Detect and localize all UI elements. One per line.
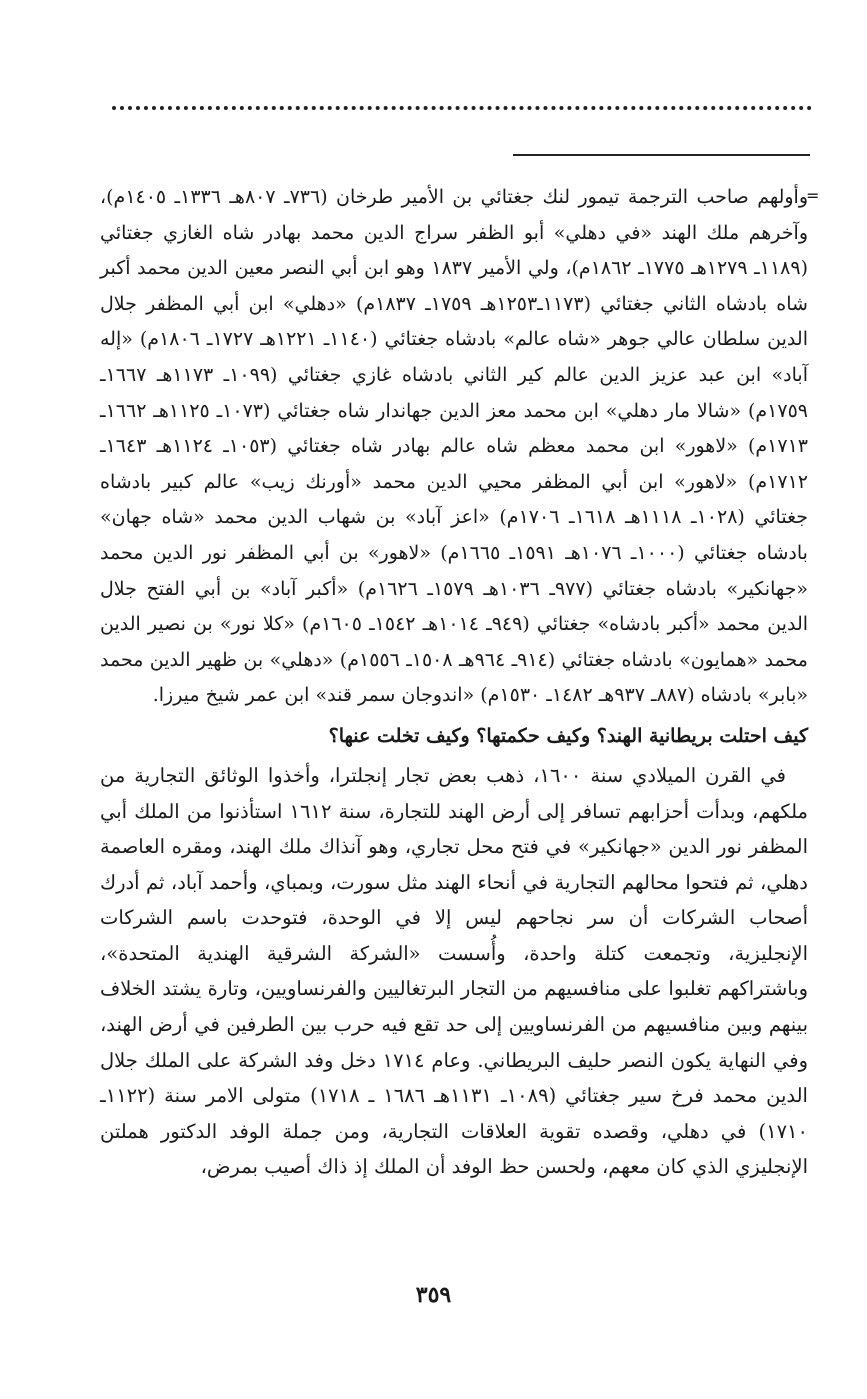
footnote-continuation-marker: = xyxy=(806,186,820,205)
page-number: ٣٥٩ xyxy=(415,1282,452,1308)
dotted-separator xyxy=(112,106,812,124)
footnote-text: وأولهم صاحب الترجمة تيمور لنك جغتائي بن الأمير طرخان (٧٣٦ـ ٨٠٧هـ ١٣٣٦ـ ١٤٠٥م)، وآخرهم ملك الهند «في دهلي» أبو الظفر سراج الدين محمد بهادر شاه الغازي جغتائي (١١٨٩ـ ١٢٧٩هـ ١٧٧٥ـ ١٨٦٢م)، ولي الأمير ١٨٣٧ وهو ابن أبي النصر معين الدين محمد أكبر شاه بادشاه الثاني جغتائي (١١٧٣ـ١٢٥٣هـ ١٧٥٩ـ ١٨٣٧م) «دهلي» ابن أبي المظفر جلال الدين سلطان عالي جوهر «شاه عالم» بادشاه جغتائي (١١٤٠ـ ١٢٢١هـ ١٧٢٧ـ ١٨٠٦م) «إله آباد» ابن عبد عزيز الدين عالم كير الثاني بادشاه غازي جغتائي (١٠٩٩ـ ١١٧٣هـ ١٦٦٧ـ ١٧٥٩م) «شالا مار دهلي» ابن محمد معز الدين جهاندار شاه جغتائي (١٠٧٣ـ ١١٢٥هـ ١٦٦٢ـ ١٧١٣م) «لاهور» ابن محمد معظم شاه عالم بهادر شاه جغتائي (١٠٥٣ـ ١١٢٤هـ ١٦٤٣ـ ١٧١٢م) «لاهور» ابن أبي المظفر محيي الدين محمد «أورنك زيب» عالم كبير بادشاه جغتائي (١٠٢٨ـ ١١١٨هـ ١٦١٨ـ ١٧٠٦م) «اعز آباد» بن شهاب الدين محمد «شاه جهان» بادشاه جغتائي (١٠٠٠ـ ١٠٧٦هـ ١٥٩١ـ ١٦٦٥م) «لاهور» بن أبي المظفر نور الدين محمد «جهانكير» بادشاه جغتائي (٩٧٧ـ ١٠٣٦هـ ١٥٧٩ـ ١٦٢٦م) «أكبر آباد» بن أبي الفتح جلال الدين محمد «أكبر بادشاه» جغتائي (٩٤٩ـ ١٠١٤هـ ١٥٤٢ـ ١٦٠٥م) «كلا نور» بن نصير الدين محمد «همايون» بادشاه جغتائي (٩١٤ـ ٩٦٤هـ ١٥٠٨ـ ١٥٥٦م) «دهلي» بن ظهير الدين محمد «بابر» بادشاه (٨٨٧ـ ٩٣٧هـ ١٤٨٢ـ ١٥٣٠م) «اندوجان سمر قند» ابن عمر شيخ ميرزا. xyxy=(100,186,809,707)
section-heading: كيف احتلت بريطانية الهند؟ وكيف حكمتها؟ وكيف تخلت عنها؟ xyxy=(328,724,808,747)
footnote-rule xyxy=(513,154,810,156)
page-content xyxy=(100,180,808,1185)
body-paragraph: في القرن الميلادي سنة ١٦٠٠، ذهب بعض تجار إنجلترا، وأخذوا الوثائق التجارية من ملكهم، وبدأت أحزابهم تسافر إلى أرض الهند للتجارة، سنة ١٦١٢ استأذنوا من الملك أبي المظفر نور الدين «جهانكير» في فتح محل تجاري، وهو آنذاك ملك الهند، ومقره العاصمة دهلي، ثم فتحوا محالهم التجارية في أنحاء الهند مثل سورت، وبمباي، وأحمد آباد، ثم أدرك أصحاب الشركات أن سر نجاحهم ليس إلا في الوحدة، فتوحدت باسم الشركات الإنجليزية، وتجمعت كتلة واحدة، وأُسست «الشركة الشرقية الهندية المتحدة»، وباشتراكهم تغلبوا على منافسيهم من التجار البرتغاليين والفرنساويين، وتارة يشتد الخلاف بينهم وبين منافسيهم من الفرنساويين إلى حد تقع فيه حرب بين الطرفين في أرض الهند، وفي النهاية يكون النصر حليف البريطاني. وعام ١٧١٤ دخل وفد الشركة على الملك جلال الدين محمد فرخ سير جغتائي (١٠٨٩ـ ١١٣١هـ ١٦٨٦ ـ ١٧١٨) متولى الامر سنة (١١٢٢ـ ١٧١٠) في دهلي، وقصده تقوية العلاقات التجارية، ومن جملة الوفد الدكتور هملتن الإنجليزي الذي كان معهم، ولحسن حظ الوفد أن الملك إذ ذاك أصيب بمرض، xyxy=(100,763,808,1179)
